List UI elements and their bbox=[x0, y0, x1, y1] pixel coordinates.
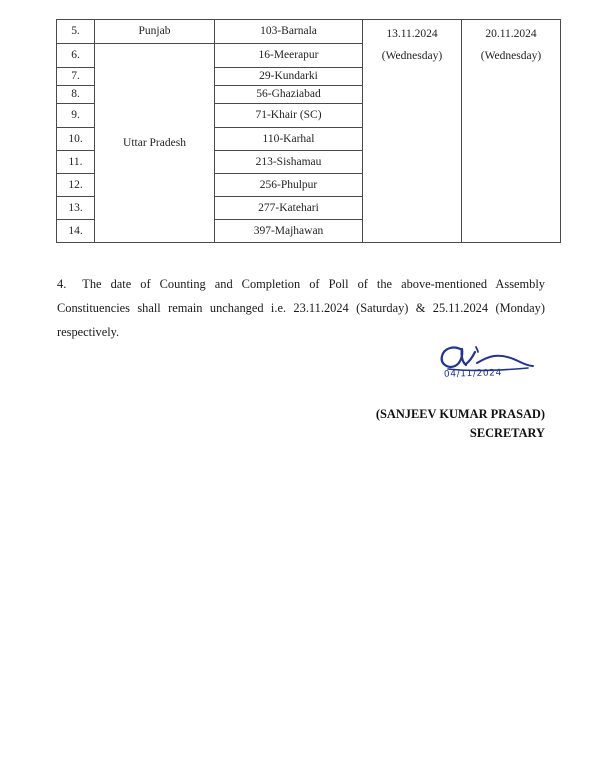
signature-block bbox=[432, 342, 547, 390]
row-constituency: 397-Majhawan bbox=[215, 220, 363, 243]
row-constituency: 256-Phulpur bbox=[215, 174, 363, 197]
row-constituency: 277-Katehari bbox=[215, 197, 363, 220]
row-serial: 13. bbox=[57, 197, 95, 220]
row-constituency: 71-Khair (SC) bbox=[215, 104, 363, 128]
poll-schedule-table bbox=[56, 19, 561, 243]
clause-number: 4. bbox=[57, 277, 67, 291]
row-serial: 9. bbox=[57, 104, 95, 128]
row-constituency: 110-Karhal bbox=[215, 128, 363, 151]
row-serial: 7. bbox=[57, 68, 95, 86]
row-serial: 11. bbox=[57, 151, 95, 174]
row-serial: 12. bbox=[57, 174, 95, 197]
revised-date-value: 20.11.2024 bbox=[485, 28, 537, 40]
signer-designation: SECRETARY bbox=[469, 425, 545, 440]
row-constituency: 213-Sishamau bbox=[215, 151, 363, 174]
clause-text: The date of Counting and Completion of Poll of the above-mentioned Assembly Constituencies shall remain unchanged i.e. 23.11.2024 (Saturday) & 25.11.2024 (Monday) respectively. bbox=[57, 277, 545, 340]
row-serial: 14. bbox=[57, 220, 95, 243]
row-serial: 10. bbox=[57, 128, 95, 151]
poll-date-value: 13.11.2024 bbox=[386, 28, 438, 40]
row-constituency: 16-Meerapur bbox=[215, 44, 363, 68]
revised-poll-date-column bbox=[462, 20, 561, 243]
poll-date-day: (Wednesday) bbox=[381, 50, 443, 63]
table-row bbox=[57, 20, 561, 44]
signer-name: (SANJEEV KUMAR PRASAD) bbox=[375, 407, 545, 421]
poll-date-column bbox=[363, 20, 462, 243]
signer-block bbox=[245, 405, 545, 442]
row-constituency: 56-Ghaziabad bbox=[215, 86, 363, 104]
row-constituency: 29-Kundarki bbox=[215, 68, 363, 86]
row-serial: 5. bbox=[57, 20, 95, 44]
row-state: Uttar Pradesh bbox=[95, 44, 215, 243]
clause-paragraph bbox=[57, 272, 545, 345]
row-serial: 6. bbox=[57, 44, 95, 68]
row-constituency: 103-Barnala bbox=[215, 20, 363, 44]
signature-date: 04/11/2024 bbox=[443, 368, 502, 380]
revised-date-day: (Wednesday) bbox=[480, 50, 542, 63]
row-serial: 8. bbox=[57, 86, 95, 104]
row-state: Punjab bbox=[95, 20, 215, 44]
